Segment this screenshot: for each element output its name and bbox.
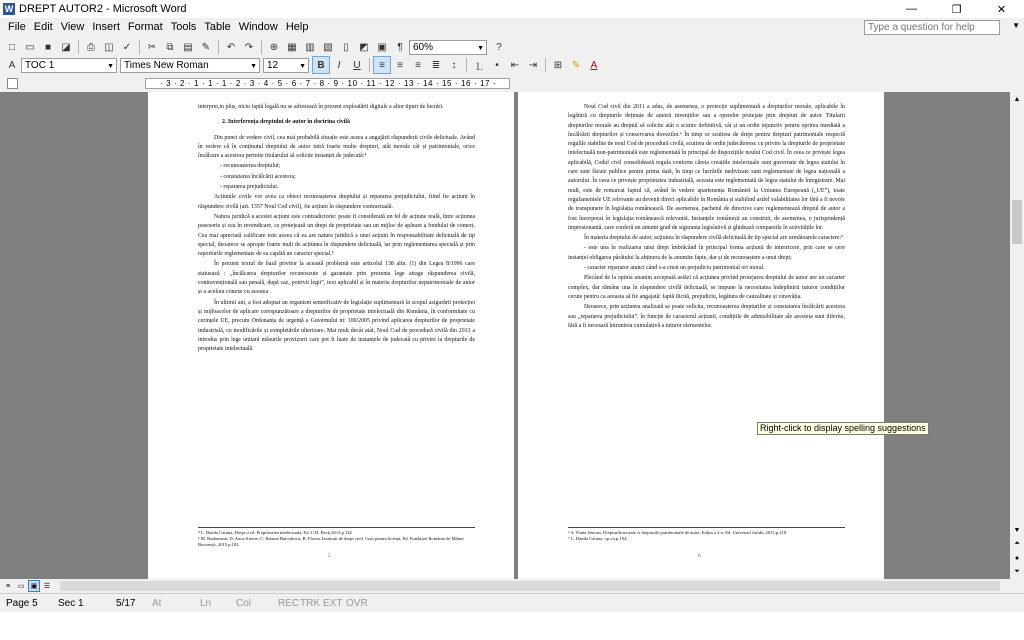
insert-table-icon[interactable]: ▥ <box>305 41 315 53</box>
page-number: 6 <box>698 554 701 559</box>
chevron-down-icon: ▼ <box>250 62 257 70</box>
toolbar-separator <box>466 58 467 72</box>
previous-page-icon[interactable]: ⏶ <box>1014 540 1020 547</box>
page-5-body[interactable] <box>198 103 475 355</box>
save-icon[interactable]: ■ <box>44 41 52 53</box>
list-item[interactable]: - repararea prejudiciului. <box>220 184 279 191</box>
paragraph[interactable]: În prezent textul de bază privitor la această problemă este articolul 138 alin. (1) din Legea 8/1996 care statuează : „încălcarea drepturilor recunoscute și garantate prin prezenta lege atrage răspunderea civilă, contravențională sau penală, după caz, potrivit legii”, text aplicabil și în materia drepturilor nepatrimoniale de autor și a acelora conexe cu acestea . <box>198 261 475 296</box>
document-area <box>0 92 1010 579</box>
scroll-up-icon[interactable]: ▲ <box>1013 95 1021 103</box>
format-painter-icon[interactable]: ✎ <box>201 41 211 53</box>
help-search-input[interactable] <box>864 20 1000 35</box>
page-number: 5 <box>328 554 331 559</box>
menu-file[interactable]: File <box>8 21 26 33</box>
font-size-combo[interactable] <box>263 58 309 73</box>
tables-borders-icon[interactable]: ▦ <box>287 41 297 53</box>
menu-tools[interactable]: Tools <box>170 21 197 33</box>
highlight-icon[interactable]: ✎ <box>571 59 581 71</box>
standard-toolbar <box>0 37 1024 57</box>
chevron-down-icon: ▼ <box>299 62 306 70</box>
align-right-icon[interactable]: ≡ <box>415 59 421 71</box>
status-rec[interactable]: REC <box>278 598 300 609</box>
line-spacing-icon[interactable]: ↕ <box>451 59 457 71</box>
paragraph[interactable]: Natura juridică a acestei acțiuni este contradictorie: poate fi considerată un fel de acțiune reală, între acțiunea posesorie și cea în revendicare, ce protejează un drept de proprietate sau un mijloc de apărare a fondului de comerț. Cea mai apreciată calificare este aceea că ea are natura juridică a unei acțiuni în responsabilitate delictuală de tip special, deoarece se apropie foarte mult de acțiunea în răspundere delictuală, iar prin reglementarea specială și prin raporturile reglementate de ea capătă un caracter special.⁵ <box>198 213 475 258</box>
menu-table[interactable]: Table <box>204 21 231 33</box>
chevron-down-icon: ▼ <box>477 44 484 52</box>
italic-button[interactable]: I <box>337 59 341 71</box>
paste-icon[interactable]: ▤ <box>183 41 193 53</box>
toolbar-separator <box>78 40 79 54</box>
columns-icon[interactable]: ▯ <box>343 41 349 53</box>
page-6-body[interactable] <box>568 103 845 332</box>
insert-excel-icon[interactable]: ▧ <box>323 41 333 53</box>
menu-edit[interactable]: Edit <box>33 21 53 33</box>
footnote: ⁶ A. Paula Seucan, Drepturile morale ci drepturile patrimoniale de autor. Ediția a 2-a, Ed. Universul Juridic,2015,p.218. <box>568 530 788 535</box>
underline-button[interactable]: U <box>353 59 361 71</box>
decrease-indent-icon[interactable]: ⇤ <box>510 59 520 71</box>
print-icon[interactable]: ⎙ <box>87 41 95 53</box>
undo-icon[interactable]: ↶ <box>226 41 236 53</box>
section-heading[interactable]: 2. Interferența dreptului de autor în doctrina civilă <box>222 119 350 126</box>
horizontal-scroll-thumb[interactable] <box>60 581 1000 591</box>
status-bar <box>0 593 1024 612</box>
list-item[interactable]: - caracter reparator atunci când s-a creat un prejudiciu patrimonial ori moral. <box>584 265 765 272</box>
toolbar-separator <box>218 40 219 54</box>
menu-bar <box>0 18 1024 37</box>
paragraph[interactable]: interpret,in plus, nicio faptă legală nu se adresează în prezent exploatării digitale a altor tipuri de lucrări. <box>198 104 444 110</box>
print-layout-icon[interactable]: ▣ <box>30 583 38 590</box>
minimize-button[interactable]: — <box>906 3 917 15</box>
styles-formatting-icon[interactable]: A <box>8 59 16 71</box>
status-page-count: 5/17 <box>116 598 136 609</box>
status-ovr[interactable]: OVR <box>346 598 368 609</box>
drawing-icon[interactable]: ◩ <box>359 41 369 53</box>
web-layout-icon[interactable]: ▭ <box>17 583 25 590</box>
document-map-icon[interactable]: ▣ <box>377 41 387 53</box>
footnotes <box>568 527 845 542</box>
paragraph[interactable]: Deoarece, prin acțiunea analizată se poate solicita, recunoașterea drepturilor și constatarea încălcării acestora sau „repararea prejudiciului”, în funcție de caracterul acțiunii, condițiile de admisibilitate ale acesteia sunt diferite, fără a fi necesară întrunirea cumulativă a tuturor elementelor. <box>568 304 845 329</box>
open-folder-icon[interactable]: ▭ <box>25 41 35 53</box>
horizontal-scrollbar[interactable] <box>0 579 1024 593</box>
horizontal-ruler[interactable]: · 3 · 2 · 1 · 1 · 1 · 2 · 3 · 4 · 5 · 6 · 7 · 8 · 9 · 10 · 11 · 12 · 13 · 14 · 15 · 16 · 17 · <box>145 78 510 89</box>
toolbar-separator <box>369 58 370 72</box>
help-icon[interactable]: ? <box>496 41 502 53</box>
vertical-scrollbar[interactable] <box>1010 92 1024 579</box>
browse-object-icon[interactable]: ● <box>1014 554 1020 562</box>
hyperlink-icon[interactable]: ⊕ <box>269 41 279 53</box>
menu-format[interactable]: Format <box>127 21 163 33</box>
status-page: Page 5 <box>6 598 38 609</box>
status-at: At <box>152 598 162 609</box>
align-left-icon[interactable]: ≡ <box>374 57 390 73</box>
status-column: Col <box>236 598 252 609</box>
page-6[interactable] <box>518 92 884 579</box>
bold-button[interactable]: B <box>313 57 329 73</box>
list-item[interactable]: - recunoașterea dreptului; <box>220 163 281 170</box>
font-combo[interactable] <box>120 58 260 73</box>
paragraph[interactable]: Noul Cod civil din 2011 a adus, de asemenea, o protecție suplimentară a drepturilor morale, aplicabile în legătură cu drepturile deținute de autorii invențiilor sau a operelor protejate prin drepturi de autor. Titularii drepturilor morale au dreptul să solicite atât o scutire definitivă, cât și un ordin injunctiv pentru oprirea imediată a încălcării drepturilor și conservarea dovezilor.⁶ În timp ce scutirea de drept pentru drepturi patrimoniale respectă regulile stabilite de noul Cod de procedură civilă, scutirea de ordin judecătoresc cu privire la drepturile de proprietate intelectuală non-patrimonială este reglementată în principal de dispozițiile noului Cod civil. În ceea ce privește legea aplicabilă, Codul civil consolidează regula conform căreia creațiile intelectuale sunt guvernate de legea statului în care sunt făcute publice pentru prima dată, în timp ce lucrările nedivizate sunt reglementate de legea națională a autorului. În ceea ce privește proprietatea industrială, aceasta este reglementată de legea statului de înregistrare. Mai mult, este de remarcat faptul că, având în vedere apartenența României la Uniunea Europeană („UE”), toate regulamentele UE relevante au devenit direct aplicabile în România și stabilind astfel valabilitatea lor fără a fi nevoie de transpunere în legislația românească. De asemenea, pachetul de directive care reglementează dreptul de autor a fost încorporat în legislația românească relevantă. Instanțele românești au construit, de asemenea, o jurisprudență impresionantă, care conferă un amunit grad de siguranța legislativă și ghidează companiile în activitățile lor. <box>568 104 845 231</box>
toolbar-separator <box>545 58 546 72</box>
status-ext[interactable]: EXT <box>323 598 343 609</box>
paragraph[interactable]: Acțiunile civile vor avea ca obiect recunoașterea dreptului și repararea prejudiciului, fiind fie acțiuni în răspundere civilă (art. 1357 Noul Cod civil), fie acțiuni în răspundere contractuală. <box>198 194 475 210</box>
footnote: ⁵ M. Rudareanu, D. Anca Artene, C. Ramon Butculescu, B. Florea, Instituții de drept civil. Curs pentru licență, Ed. Fundației România de Mâine, București, 2015,p.182. <box>198 536 465 547</box>
bullets-icon[interactable]: • <box>495 59 499 71</box>
outline-view-icon[interactable]: ☰ <box>43 583 51 590</box>
cut-icon[interactable]: ✂ <box>147 41 157 53</box>
increase-indent-icon[interactable]: ⇥ <box>528 59 538 71</box>
font-size-value: 12 <box>267 59 279 71</box>
close-button[interactable]: ✕ <box>996 3 1007 16</box>
numbering-icon[interactable]: ⒈ <box>474 61 484 73</box>
footnote: ⁷ L. Danila Catuna, op.cit,p.194. <box>568 536 628 541</box>
copy-icon[interactable]: ⧉ <box>166 41 174 53</box>
zoom-value: 60% <box>413 41 434 53</box>
chevron-down-icon: ▼ <box>107 62 114 70</box>
style-value: TOC 1 <box>25 59 55 71</box>
list-item[interactable]: - constatarea încălcării acestora; <box>220 173 296 180</box>
list-item[interactable]: - este una în realizarea unui drept îmbrăcând în principal forma acțiunii de interzicere, prin care se cere instanței obligarea pârâtului la abținera de la anumite fapte, dar și de recunoaștere a unui drept; <box>568 245 845 261</box>
status-section: Sec 1 <box>58 598 84 609</box>
restore-button[interactable]: ❐ <box>951 3 962 16</box>
bottom-strip <box>0 612 1024 640</box>
paragraph[interactable]: În materia dreptului de autor, acțiunea în răspundere civilă delictuală de tip special are următoarele caractere:⁷ <box>584 235 844 242</box>
status-trk[interactable]: TRK <box>300 598 320 609</box>
show-hide-icon[interactable]: ¶ <box>397 41 403 53</box>
next-page-icon[interactable]: ⏷ <box>1014 568 1020 575</box>
menu-insert[interactable]: Insert <box>92 21 120 33</box>
borders-icon[interactable]: ⊞ <box>553 59 563 71</box>
permission-icon[interactable]: ◪ <box>61 41 71 53</box>
page-5[interactable] <box>148 92 514 579</box>
normal-view-icon[interactable]: ≡ <box>5 582 11 590</box>
scroll-down-icon[interactable]: ▼ <box>1013 526 1021 534</box>
vertical-scroll-thumb[interactable] <box>1012 200 1022 244</box>
font-value: Times New Roman <box>124 59 209 71</box>
footnote: ⁴ L. Danila Catuna, Drept civil. Proprietatea intelectuala, Ed. C.H. Beck,2013,p.142 <box>198 530 352 535</box>
formatting-toolbar <box>0 55 1024 75</box>
spelling-tooltip: Right-click to display spelling suggestions <box>757 422 929 435</box>
align-center-icon[interactable]: ≡ <box>397 59 403 71</box>
status-line: Ln <box>200 598 212 609</box>
menu-window[interactable]: Window <box>238 21 278 33</box>
word-app-icon[interactable]: W <box>4 4 14 14</box>
font-color-icon[interactable]: A <box>590 59 598 71</box>
title-bar <box>0 0 1024 18</box>
toolbar-separator <box>139 40 140 54</box>
justify-icon[interactable]: ≣ <box>431 59 441 71</box>
menu-help[interactable]: Help <box>285 21 309 33</box>
spelling-icon[interactable]: ✓ <box>122 41 132 53</box>
style-combo[interactable] <box>21 58 117 73</box>
new-document-icon[interactable]: □ <box>8 41 16 53</box>
paragraph[interactable]: Din punct de vedere civil, cea mai probabilă situație este aceea a angajării răspunderii civile delictuale. Având în vedere că în conținutul dreptului de autor intră foarte multe drepturi, atât morale cât și patrimoniale, orice încălcare a acestora permite titularului să solicite instanței de judecată:⁴ <box>198 134 475 160</box>
help-dropdown-icon[interactable]: ▼ <box>1012 21 1020 30</box>
paragraph[interactable]: În ultimii ani, a fost adoptat un organism semnificativ de legislație suplimentară în scopul asigurării protecției și mijloacelor de aplicare corespunzătoare a drepturilor de proprietate intelectuală din România, în conformitate cu cerințele UE, precum Ordonanța de urgență a Guvernului nr. 100/2005 privind aplicarea drepturilor de proprietate industrială, cu modificările și completările ulterioare. Mai mult decât atât, Noul Cod de procedură civilă din 2013 a introdus prin lege unitară măsurile provizorii care pot fi luate de instanțele de judecată cu privire la drepturile de proprietate intelectuală. <box>198 299 475 353</box>
menu-view[interactable]: View <box>60 21 85 33</box>
toolbar-separator <box>261 40 262 54</box>
redo-icon[interactable]: ↷ <box>244 41 254 53</box>
window-controls <box>889 0 1024 18</box>
zoom-combo[interactable] <box>409 40 487 55</box>
paragraph[interactable]: Plecând de la opinia unanim acceptată astăzi că acțiunea privind protejarea dreptului de autor are un cacarter complex, dar rămâne una în răspundere civilă delictuală, se impune la necesitatea îndeplinirii tuturor condițiilor cerute pentru ca aceasta să fie angajată: faptă ilicită, prejudiciu, legătura de cauzalitate și vinovăția. <box>568 275 845 300</box>
ruler-bar <box>0 75 1024 92</box>
footnotes <box>198 527 475 548</box>
print-preview-icon[interactable]: ◫ <box>104 41 114 53</box>
tab-selector[interactable] <box>7 78 18 89</box>
window-title: DREPT AUTOR2 - Microsoft Word <box>19 3 187 15</box>
